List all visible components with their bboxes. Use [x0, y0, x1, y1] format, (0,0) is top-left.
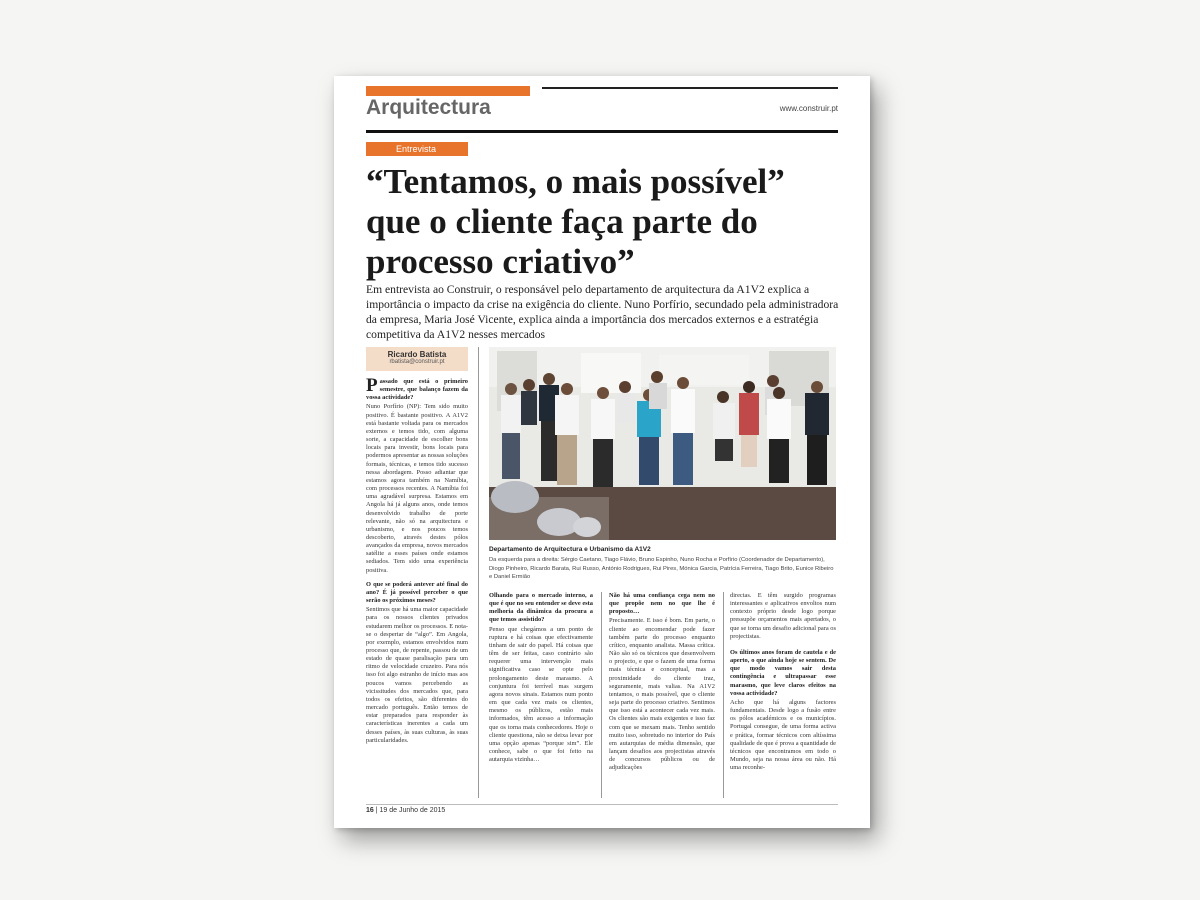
photo-caption-title: Departamento de Arquitectura e Urbanismo da A1V2 [489, 546, 651, 553]
header-divider [366, 130, 838, 133]
top-rule [542, 87, 838, 89]
answer-4: Precisamente. E isso é bom. Em parte, o cliente ao encomendar pode fazer também parte do processo enquanto crítico, enquanto analista. Massa crítica. Não são só os técnicos que desenvolvem o projecto, e que o fazem de uma forma mais técnica e conceptual, mas a proximidade do cliente traz, seguramente, mais valias. Na A1V2 tentamos, o mais possível, que o cliente seja parte do processo criativo. Sentimos que isso está a acontecer cada vez mais. Os clientes são mais exigentes e isso faz com que se mexam mais. Tenho sentido muito isso, sobretudo no interior do País em autarquias de média dimensão, que lançam desafios aos projectistas através de concursos públicos ou de adjudicações [609, 617, 715, 772]
site-url: www.construir.pt [779, 104, 838, 113]
section-accent-bar [366, 86, 530, 96]
section-title: Arquitectura [366, 96, 491, 119]
photo-caption: Da esquerda para a direita: Sérgio Caetano, Tiago Flávio, Bruno Espinho, Nuno Rocha e Porfírio (Coordenador de Departamento), Diogo Pinheiro, Ricardo Barata, Rui Russo, António Rodrigues, Rui Pires, Mónica Garcia, Patrícia Ferreira, Tiago Brito, Eunice Ribeiro e Daniel Ermião [489, 557, 834, 581]
author-byline [366, 347, 468, 371]
text-column-2 [489, 592, 593, 798]
text-column-3 [609, 592, 715, 798]
team-photo-illustration [489, 347, 836, 540]
page-number: 16 [366, 807, 374, 814]
folio-separator: | [375, 807, 380, 814]
question-1: assado que está o primeiro semestre, que balanço fazem da vossa actividade? [366, 378, 468, 402]
text-column-4 [730, 592, 836, 798]
drop-cap: P [366, 378, 378, 396]
answer-5: Acho que há alguns factores fundamentais. Desde logo a fusão entre os pólos académicos e os municípios. Portugal consegue, de uma forma activa e prática, formar técnicos com altíssima qualidade de que é prova a quantidade de técnicos que encontramos em todo o Mundo, seja na nossa área ou não. Há uma reconhe- [730, 698, 836, 772]
text-column-1 [366, 378, 468, 798]
article-lede: Em entrevista ao Construir, o responsável pelo departamento de arquitectura da A1V2 explica a importância o impacto da crise na exigência do cliente. Nuno Porfírio, secundado pela administradora da empresa, Maria José Vicente, explica ainda a importância dos mercados externos e a estratégia competitiva da A1V2 nesses mercados [366, 283, 839, 341]
magazine-page [334, 76, 870, 828]
column-divider [723, 592, 724, 798]
team-photo [489, 347, 836, 540]
category-tag: Entrevista [366, 142, 468, 156]
question-4: Não há uma confiança cega nem no que propõe nem no que lhe é proposto… [609, 592, 715, 616]
question-3: Olhando para o mercado interno, a que é que no seu entender se deve esta melhoria da dinâmica da procura a que temos assistido? [489, 592, 593, 624]
question-2: O que se poderá antever até final do ano? É já possível perceber o que serão os próximos meses? [366, 580, 468, 605]
article-headline: “Tentamos, o mais possível” que o cliente faça parte do processo criativo” [366, 162, 785, 281]
footer-rule [366, 804, 838, 805]
author-name: Ricardo Batista [387, 350, 447, 359]
answer-3: Penso que chegámos a um ponto de ruptura e há coisas que efectivamente tinham de sair do papel. Há coisas que têm de ser feitas, caso contrário são requerer uma intervenção mais significativa caso se opte pelo prolongamento deste marasmo. A conjuntura foi terrível mas surgem agora novos sinais. Estamos num ponto em que cada vez mais os clientes, mesmo os públicos, estão mais informados, têm acesso a informação que os torna mais conhecedores. Hoje o cliente questiona, não se deixa levar por uma opção apenas “porque sim”. Ele conhece, sabe o que foi feito na autarquia vizinha… [489, 625, 593, 764]
answer-2: Sentimos que há uma maior capacidade para os nossos clientes privados estudarem melhor os processos. E nota-se o despertar de “algo”. Em Angola, por exemplo, estamos envolvidos num processo que, de repente, passou de um estado de quase paralisação para um ritmo de velocidade cruzeiro. Para nós isso foi algo estranho de início mas aos poucos vamos percebendo as vicissitudes dos mercados que, para todos os efeitos, são diferentes do mercado português. Então temos de estar preparados para responder às características inerentes a cada um desses países, às suas culturas, às suas particularidades. [366, 606, 468, 744]
answer-4-continued: directas. E têm surgido programas interessantes e aplicativos envoltos num contexto próprio desde logo porque pressupõe orçamentos mais apertados, o que se torna um desafio adicional para os projectistas. [730, 592, 836, 640]
page-footer [366, 807, 445, 814]
issue-date: 19 de Junho de 2015 [379, 807, 446, 814]
column-divider [478, 347, 479, 798]
answer-1: Nuno Porfírio (NP): Tem sido muito positivo. É bastante positivo. A A1V2 está bastante voltada para os mercados externos e temos tido, com alguma sorte, a capacidade de escolher bons locais para investir, bons locais para podermos apresentar as nossas soluções formais, técnicas, e temos tido sucesso nessa abordagem. Posso adiantar que estamos agora também na Namíbia, com processos recentes. A Namíbia foi uma agradável surpresa. Estamos em Angola há já alguns anos, onde temos desenvolvido trabalho de porte relevante, não só na arquitectura e urbanismo, e nos poucos temos descoberto, através destes pólos avançados da empresa, novos mercados satélite a esses países onde estamos sediados. Tem sido uma experiência positiva. [366, 403, 468, 574]
question-5: Os últimos anos foram de cautela e de aperto, o que ainda hoje se sentem. De que modo vamos sair desta contingência e ultrapassar esse marasmo, que leve claros efeitos na vossa actividade? [730, 648, 836, 697]
author-email: rbatista@construir.pt [389, 359, 445, 365]
column-divider [601, 592, 602, 798]
